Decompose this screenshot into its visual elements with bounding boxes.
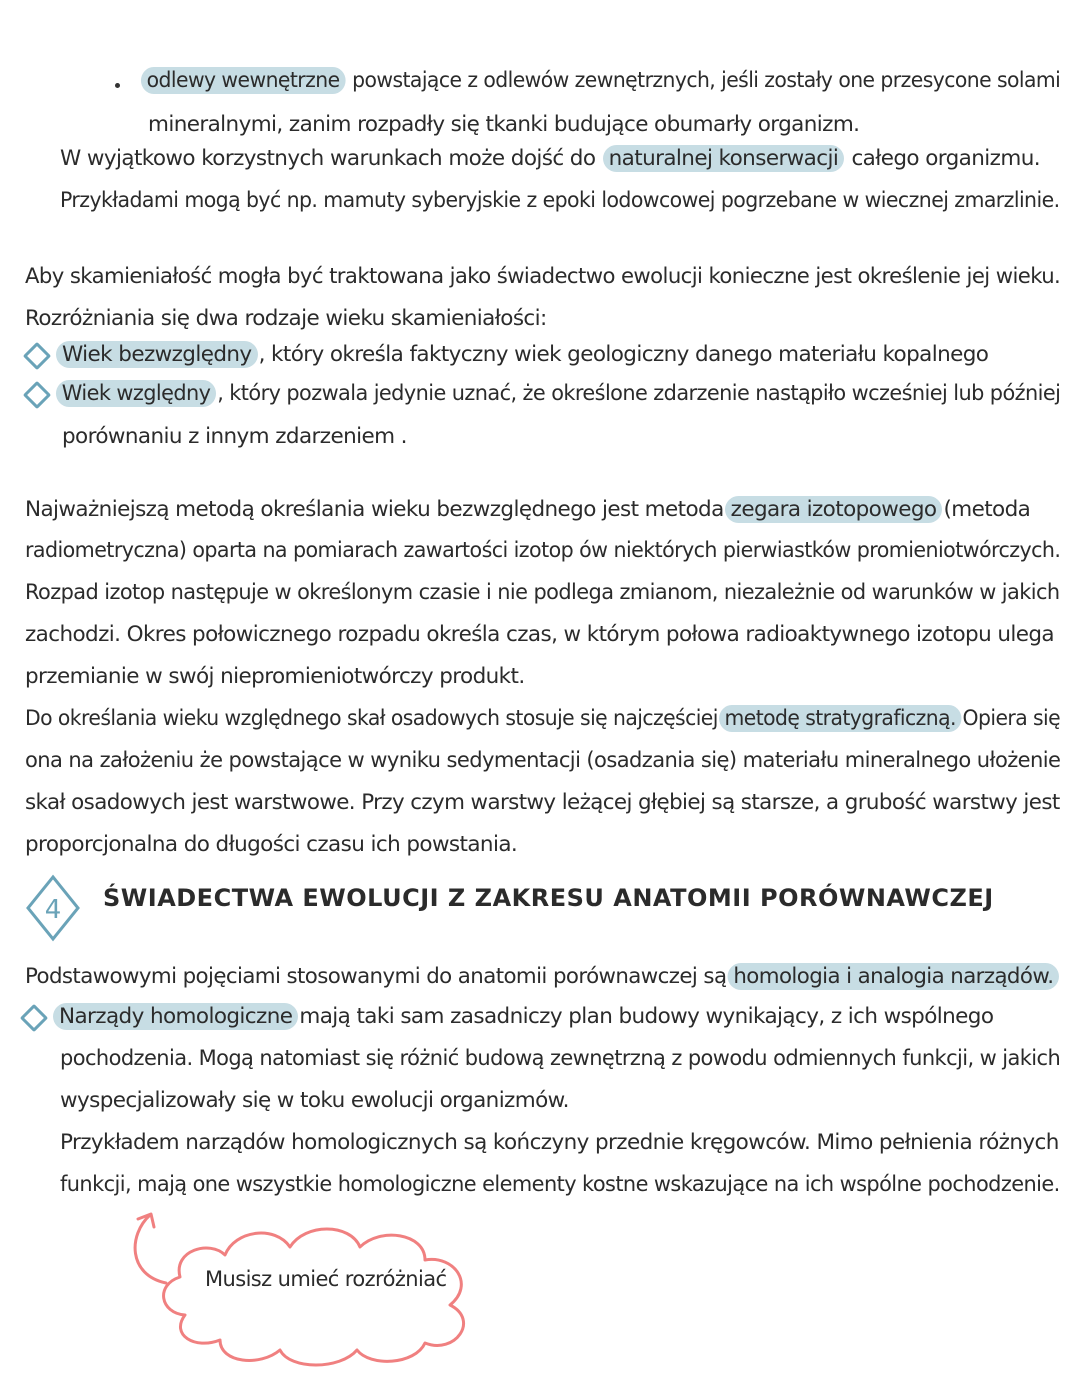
- list-bullet: [115, 83, 120, 88]
- highlighted-term: zegara izotopowego: [725, 496, 943, 523]
- text-line: przemianie w swój niepromieniotwórczy produkt.: [25, 664, 525, 689]
- text-line: Rozpad izotop następuje w określonym czasie i nie podlega zmianom, niezależnie od warunków w jakich: [25, 580, 1060, 605]
- text-line: [140, 68, 1060, 93]
- highlighted-term: Wiek względny: [56, 380, 216, 407]
- text-line: zachodzi. Okres połowicznego rozpadu określa czas, w którym połowa radioaktywnego izotopu ulega: [25, 622, 1054, 647]
- highlighted-term: Wiek bezwzględny: [56, 341, 258, 368]
- text-line: [25, 497, 1030, 522]
- text-line: proporcjonalna do długości czasu ich powstania.: [25, 832, 518, 857]
- highlighted-term: odlewy wewnętrzne: [141, 67, 345, 94]
- text-span: powstające z odlewów zewnętrznych, jeśli zostały one przesycone solami: [352, 68, 1061, 93]
- text-line: Rozróżniania się dwa rodzaje wieku skamieniałości:: [25, 306, 547, 331]
- text-line: [55, 381, 1060, 406]
- text-line: wyspecjalizowały się w toku ewolucji organizmów.: [60, 1088, 569, 1113]
- text-line: Przykładem narządów homologicznych są kończyny przednie kręgowców. Mimo pełnienia różnych: [60, 1130, 1059, 1155]
- text-line: ona na założeniu że powstające w wyniku sedymentacji (osadzania się) materiału mineralnego ułożenie: [25, 748, 1061, 773]
- section-title: ŚWIADECTWA EWOLUCJI Z ZAKRESU ANATOMII PORÓWNAWCZEJ: [103, 884, 994, 912]
- text-span: Opiera się: [962, 706, 1061, 731]
- highlighted-term: Narządy homologiczne: [53, 1003, 298, 1030]
- highlighted-term: metodę stratygraficzną.: [719, 705, 962, 732]
- text-span: , który pozwala jedynie uznać, że określone zdarzenie nastąpiło wcześniej lub później: [217, 381, 1061, 406]
- text-line: Aby skamieniałość mogła być traktowana jako świadectwo ewolucji konieczne jest określenie jej wieku.: [25, 264, 1061, 289]
- text-span: Najważniejszą metodą określania wieku bezwzględnego jest metoda: [25, 497, 724, 522]
- text-line: radiometryczna) oparta na pomiarach zawartości izotop ów niektórych pierwiastków promieniotwórczych.: [25, 538, 1061, 563]
- text-line: [52, 1004, 993, 1029]
- text-line: [25, 964, 1060, 989]
- text-span: Podstawowymi pojęciami stosowanymi do anatomii porównawczej są: [25, 964, 727, 989]
- text-line: skał osadowych jest warstwowe. Przy czym warstwy leżącej głębiej są starsze, a grubość warstwy jest: [25, 790, 1060, 815]
- text-line: [25, 706, 1060, 731]
- text-span: Do określania wieku względnego skał osadowych stosuje się najczęściej: [25, 706, 718, 731]
- section-number: 4: [44, 895, 62, 925]
- text-line: [60, 146, 1040, 171]
- text-span: , który określa faktyczny wiek geologiczny danego materiału kopalnego: [258, 342, 989, 367]
- highlighted-term: naturalnej konserwacji: [603, 145, 845, 172]
- text-span: całego organizmu.: [851, 146, 1040, 171]
- section-number-badge: [25, 874, 81, 942]
- text-line: mineralnymi, zanim rozpadły się tkanki budujące obumarły organizm.: [148, 112, 860, 137]
- text-span: W wyjątkowo korzystnych warunkach może dojść do: [60, 146, 596, 171]
- note-cloud: [125, 1205, 505, 1375]
- text-line: pochodzenia. Mogą natomiast się różnić budową zewnętrzną z powodu odmiennych funkcji, w jakich: [60, 1046, 1061, 1071]
- text-line: [55, 342, 988, 367]
- text-span: (metoda: [943, 497, 1031, 522]
- diamond-bullet-icon: [23, 381, 51, 409]
- highlighted-term: homologia i analogia narządów.: [727, 963, 1059, 990]
- diamond-bullet-icon: [23, 342, 51, 370]
- text-line: Przykładami mogą być np. mamuty syberyjskie z epoki lodowcowej pogrzebane w wiecznej zmarzlinie.: [60, 188, 1060, 213]
- text-line: funkcji, mają one wszystkie homologiczne elementy kostne wskazujące na ich wspólne pochodzenie.: [60, 1172, 1060, 1197]
- diamond-bullet-icon: [20, 1004, 48, 1032]
- text-line: porównaniu z innym zdarzeniem .: [62, 424, 407, 449]
- note-text: Musisz umieć rozróżniać: [205, 1267, 447, 1291]
- text-span: mają taki sam zasadniczy plan budowy wynikający, z ich wspólnego: [299, 1004, 994, 1029]
